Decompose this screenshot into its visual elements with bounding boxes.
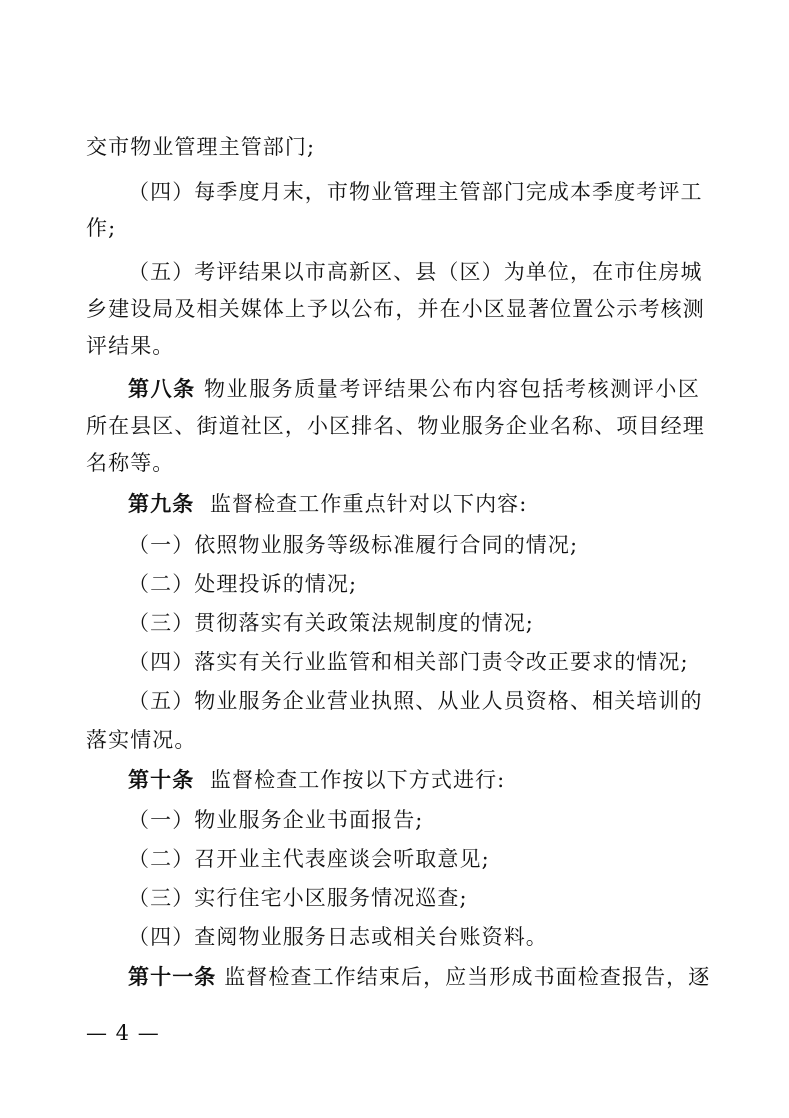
line-text: （四）每季度月末，市物业管理主管部门完成本季度考评工 [128,180,703,204]
list-item [128,532,700,558]
text-line [128,259,703,285]
list-item [128,846,700,872]
line-text: （二）召开业主代表座谈会听取意见; [128,847,490,871]
list-item [128,610,700,636]
line-text: （五）物业服务企业营业执照、从业人员资格、相关培训的 [128,689,703,713]
list-item [128,807,700,833]
line-text: （四）查阅物业服务日志或相关台账资料。 [128,925,548,949]
line-text: （四）落实有关行业监管和相关部门责令改正要求的情况; [128,650,689,674]
page-number: — 4 — [86,1021,160,1045]
line-text: （一）依照物业服务等级标准履行合同的情况; [128,533,579,557]
article-line [128,767,700,793]
article-heading: 第十条 [128,767,195,792]
list-item [128,688,703,714]
line-text: 落实情况。 [86,728,197,752]
article-line [128,491,700,517]
text-line [128,179,703,205]
line-text: （三）实行住宅小区服务情况巡查; [128,886,468,910]
text-line [86,134,700,160]
article-heading: 第八条 [128,376,196,401]
text-line [86,413,705,439]
line-text: 监督检查工作重点针对以下内容: [209,492,528,516]
line-text: 名称等。 [86,451,175,475]
line-text: 监督检查工作结束后，应当形成书面检查报告，逐 [224,965,711,989]
list-item [128,649,700,675]
list-item [128,885,700,911]
line-text: 评结果。 [86,334,175,358]
text-line [86,450,700,476]
article-line [128,376,700,402]
text-line [86,333,700,359]
line-text: （三）贯彻落实有关政策法规制度的情况; [128,611,534,635]
article-heading: 第十一条 [128,964,217,989]
text-line [86,215,700,241]
text-line [86,296,705,322]
list-item [128,924,700,950]
article-line [128,964,711,990]
article-heading: 第九条 [128,491,195,516]
line-text: （五）考评结果以市高新区、县（区）为单位，在市住房城 [128,260,703,284]
line-text: 物业服务质量考评结果公布内容包括考核测评小区 [203,377,700,401]
list-item [128,571,700,597]
line-text: （一）物业服务企业书面报告; [128,808,424,832]
line-text: 乡建设局及相关媒体上予以公布，并在小区显著位置公示考核测 [86,297,705,321]
line-text: 监督检查工作按以下方式进行: [209,768,506,792]
line-text: 作; [86,216,117,240]
line-text: 所在县区、街道社区，小区排名、物业服务企业名称、项目经理 [86,414,705,438]
line-text: （二）处理投诉的情况; [128,572,358,596]
text-line [86,727,700,753]
line-text: 交市物业管理主管部门; [86,135,316,159]
